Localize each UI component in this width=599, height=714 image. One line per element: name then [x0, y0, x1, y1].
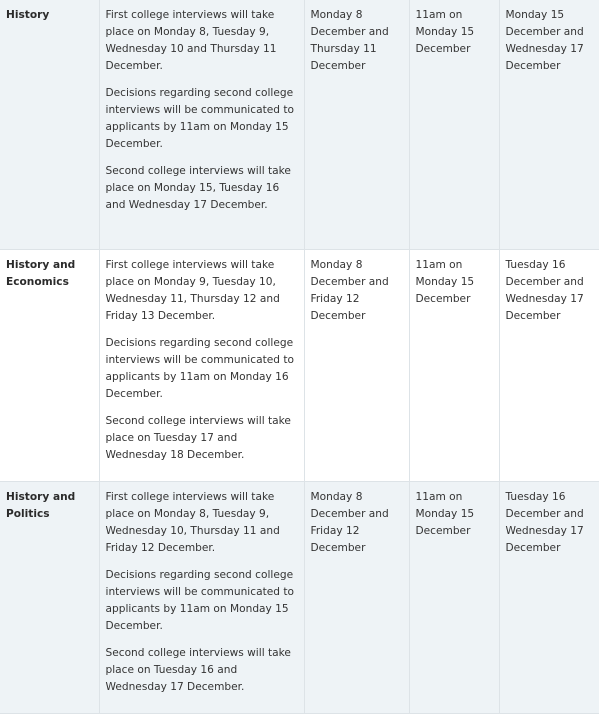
date-cell: Monday 8 December and Thursday 11 December: [304, 0, 409, 249]
date-cell: Tuesday 16 December and Wednesday 17 December: [499, 249, 599, 481]
arrangement-paragraph: Decisions regarding second college interviews will be communicated to applicants by 11am on Monday 15 December.: [105, 568, 294, 632]
table-row-history-and-politics: [0, 481, 599, 713]
table-row-history-and-economics: [0, 249, 599, 481]
date-cell: Tuesday 16 December and Wednesday 17 December: [499, 481, 599, 713]
deadline-cell: 11am on Monday 15 December: [409, 0, 499, 249]
deadline-cell: 11am on Monday 15 December: [409, 249, 499, 481]
arrangement-paragraph: First college interviews will take place on Monday 9, Tuesday 10, Wednesday 11, Thursday 12 and Friday 13 December.: [105, 258, 280, 322]
date-cell: Monday 15 December and Wednesday 17 December: [499, 0, 599, 249]
subject-cell: History: [0, 0, 99, 249]
date-cell: Monday 8 December and Friday 12 December: [304, 249, 409, 481]
arrangements-cell: [99, 0, 304, 249]
arrangement-paragraph: First college interviews will take place on Monday 8, Tuesday 9, Wednesday 10 and Thursday 11 December.: [105, 9, 277, 72]
arrangement-paragraph: Second college interviews will take place on Tuesday 17 and Wednesday 18 December.: [105, 414, 291, 461]
arrangements-cell: [99, 481, 304, 713]
arrangement-paragraph: Decisions regarding second college interviews will be communicated to applicants by 11am on Monday 15 December.: [105, 87, 294, 150]
table-row-history: [0, 0, 599, 249]
arrangement-paragraph: Decisions regarding second college interviews will be communicated to applicants by 11am on Monday 16 December.: [105, 336, 294, 400]
date-cell: Monday 8 December and Friday 12 December: [304, 481, 409, 713]
arrangements-cell: [99, 249, 304, 481]
arrangement-paragraph: Second college interviews will take place on Tuesday 16 and Wednesday 17 December.: [105, 646, 291, 693]
subject-cell: History and Economics: [0, 249, 99, 481]
subject-cell: History and Politics: [0, 481, 99, 713]
arrangement-paragraph: First college interviews will take place on Monday 8, Tuesday 9, Wednesday 10, Thursday 11 and Friday 12 December.: [105, 490, 280, 554]
arrangement-paragraph: Second college interviews will take place on Monday 15, Tuesday 16 and Wednesday 17 December.: [105, 165, 291, 211]
deadline-cell: 11am on Monday 15 December: [409, 481, 499, 713]
